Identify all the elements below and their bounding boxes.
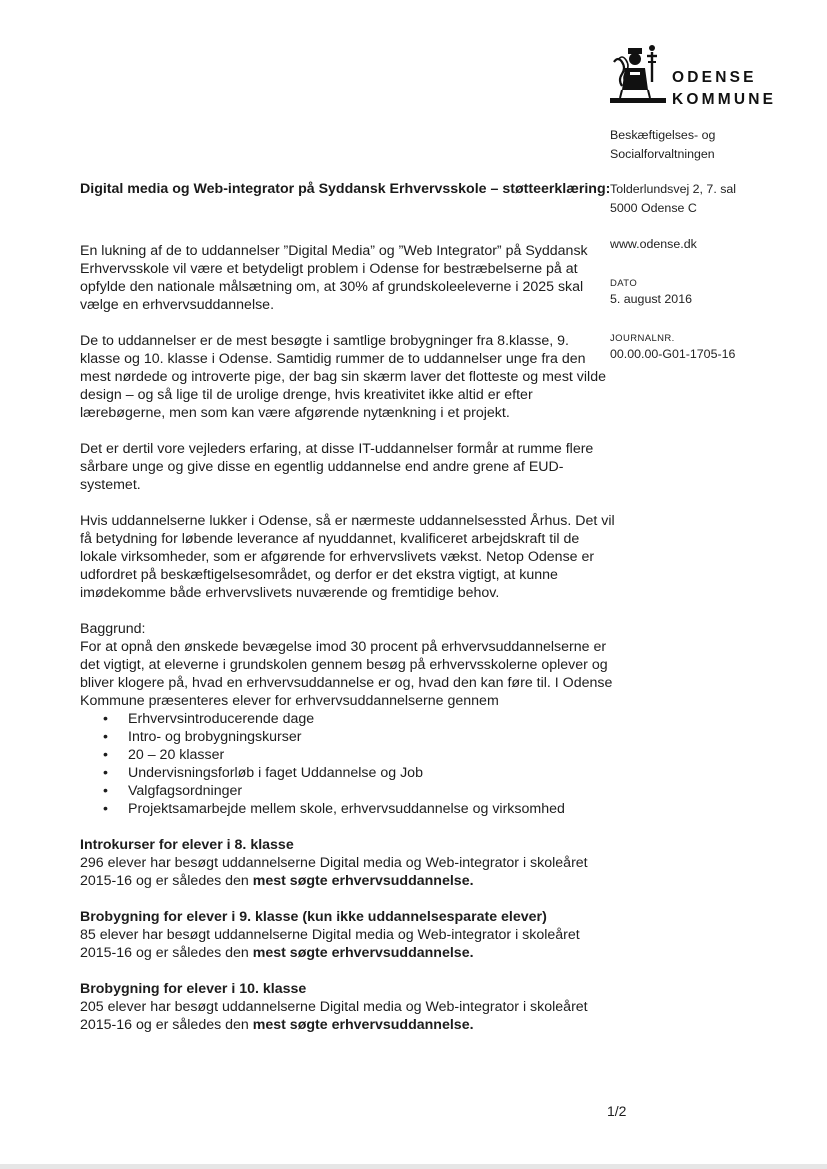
address-line-1: Tolderlundsvej 2, 7. sal (610, 182, 737, 196)
paragraph-line: design – og så lige til de urolige drenge, hvis kreativitet ikke altid er efter (80, 387, 533, 403)
paragraph-line: For at opnå den ønskede bevægelse imod 30 procent på erhvervsuddannelserne er (80, 639, 607, 655)
paragraph-line: opfylde den nationale målsætning om, at 30% af grundskoleeleverne i 2025 skal (80, 279, 584, 295)
paragraph-line: En lukning af de to uddannelser ”Digital Media” og ”Web Integrator” på Syddansk (80, 243, 588, 259)
paragraph-line: systemet. (80, 477, 141, 493)
section-highlight: mest søgte erhvervsuddannelse. (252, 873, 474, 889)
department-line-2: Socialforvaltningen (610, 147, 715, 161)
paragraph-line: vælge en erhvervsuddannelse. (80, 297, 275, 313)
list-item: • 20 – 20 klasser (80, 746, 600, 764)
bullet-list (80, 710, 600, 818)
section-highlight: mest søgte erhvervsuddannelse. (252, 1017, 474, 1033)
paragraph-line: Erhvervsskole vil være et betydeligt problem i Odense for bestræbelserne på at (80, 261, 578, 277)
paragraph-2 (80, 332, 606, 422)
section-line (80, 1016, 600, 1034)
paragraph-line: Kommune præsenteres elever for erhvervsuddannelserne gennem (80, 693, 499, 709)
section-8th-grade (80, 836, 600, 890)
section-line: 205 elever har besøgt uddannelserne Digital media og Web-integrator i skoleåret (80, 999, 588, 1015)
section-line (80, 944, 600, 962)
paragraph-line: Det er dertil vore vejleders erfaring, at disse IT-uddannelser formår at rumme flere (80, 441, 594, 457)
page-number: 1/2 (607, 1103, 627, 1119)
paragraph-1 (80, 242, 600, 314)
department-line-1: Beskæftigelses- og (610, 128, 716, 142)
paragraph-4 (80, 512, 615, 602)
list-item: • Intro- og brobygningskurser (80, 728, 600, 746)
paragraph-line: lærebøgerne, men som kan være afgørende nytænkning i et projekt. (80, 405, 510, 421)
paragraph-line: mest nørdede og introverte pige, der bag sin skærm laver det flotteste og mest vilde (80, 369, 606, 385)
section-line-text: 2015-16 og er således den (80, 873, 253, 889)
odense-kommune-logo (608, 42, 798, 112)
website-link[interactable]: www.odense.dk (610, 237, 697, 251)
list-item: • Valgfagsordninger (80, 782, 600, 800)
section-10th-grade (80, 980, 600, 1034)
section-line (80, 872, 600, 890)
paragraph-line: udfordret på beskæftigelsesområdet, og derfor er det ekstra vigtigt, at kunne (80, 567, 558, 583)
scan-edge (0, 1164, 827, 1169)
section-heading: Brobygning for elever i 10. klasse (80, 981, 307, 997)
section-9th-grade (80, 908, 600, 962)
section-highlight: mest søgte erhvervsuddannelse. (252, 945, 474, 961)
letter-title: Digital media og Web-integrator på Syddansk Erhvervsskole – støtteerklæring: (80, 181, 611, 197)
section-line-text: 2015-16 og er således den (80, 1017, 253, 1033)
paragraph-line: Hvis uddannelserne lukker i Odense, så er nærmeste uddannelsessted Århus. Det vil (80, 513, 615, 529)
paragraph-background (80, 620, 613, 710)
logo-text-odense: ODENSE (672, 69, 757, 86)
paragraph-line: bliver klogere på, hvad en erhvervsuddannelse er og, hvad den kan føre til. I Odense (80, 675, 613, 691)
list-item: • Erhvervsintroducerende dage (80, 710, 600, 728)
paragraph-line: det vigtigt, at eleverne i grundskolen gennem besøg på erhvervsskolerne oplever og (80, 657, 608, 673)
paragraph-line: imødekomme både erhvervslivets nuværende og fremtidige behov. (80, 585, 500, 601)
section-line: 296 elever har besøgt uddannelserne Digital media og Web-integrator i skoleåret (80, 855, 588, 871)
list-item: • Undervisningsforløb i faget Uddannelse og Job (80, 764, 600, 782)
date-label: DATO (610, 278, 638, 289)
paragraph-line: sårbare unge og give disse en egentlig uddannelse end andre grene af EUD- (80, 459, 564, 475)
sender-address (610, 180, 810, 218)
logo-underline (610, 98, 666, 103)
paragraph-line: få betydning for løbende leverance af nyuddannet, kvalificeret arbejdskraft til de (80, 531, 580, 547)
paragraph-line: De to uddannelser er de mest besøgte i samtlige brobygninger fra 8.klasse, 9. (80, 333, 569, 349)
paragraph-line: Baggrund: (80, 621, 146, 637)
paragraph-3 (80, 440, 600, 494)
section-line-text: 2015-16 og er således den (80, 945, 253, 961)
sender-department (610, 126, 810, 164)
section-line: 85 elever har besøgt uddannelserne Digital media og Web-integrator i skoleåret (80, 927, 580, 943)
logo-text-kommune: KOMMUNE (672, 91, 777, 108)
paragraph-line: klasse og 10. klasse i Odense. Samtidig rummer de to uddannelser unge fra den (80, 351, 586, 367)
date-value: 5. august 2016 (610, 292, 692, 306)
journal-label: JOURNALNR. (610, 333, 675, 344)
address-line-2: 5000 Odense C (610, 201, 697, 215)
section-heading: Brobygning for elever i 9. klasse (kun ikke uddannelsesparate elever) (80, 909, 547, 925)
journal-value: 00.00.00-G01-1705-16 (610, 347, 736, 361)
coat-of-arms-icon (608, 42, 668, 104)
paragraph-line: lokale virksomheder, som er afgørende for erhvervslivets vækst. Netop Odense er (80, 549, 595, 565)
section-heading: Introkurser for elever i 8. klasse (80, 837, 294, 853)
list-item: • Projektsamarbejde mellem skole, erhvervsuddannelse og virksomhed (80, 800, 600, 818)
